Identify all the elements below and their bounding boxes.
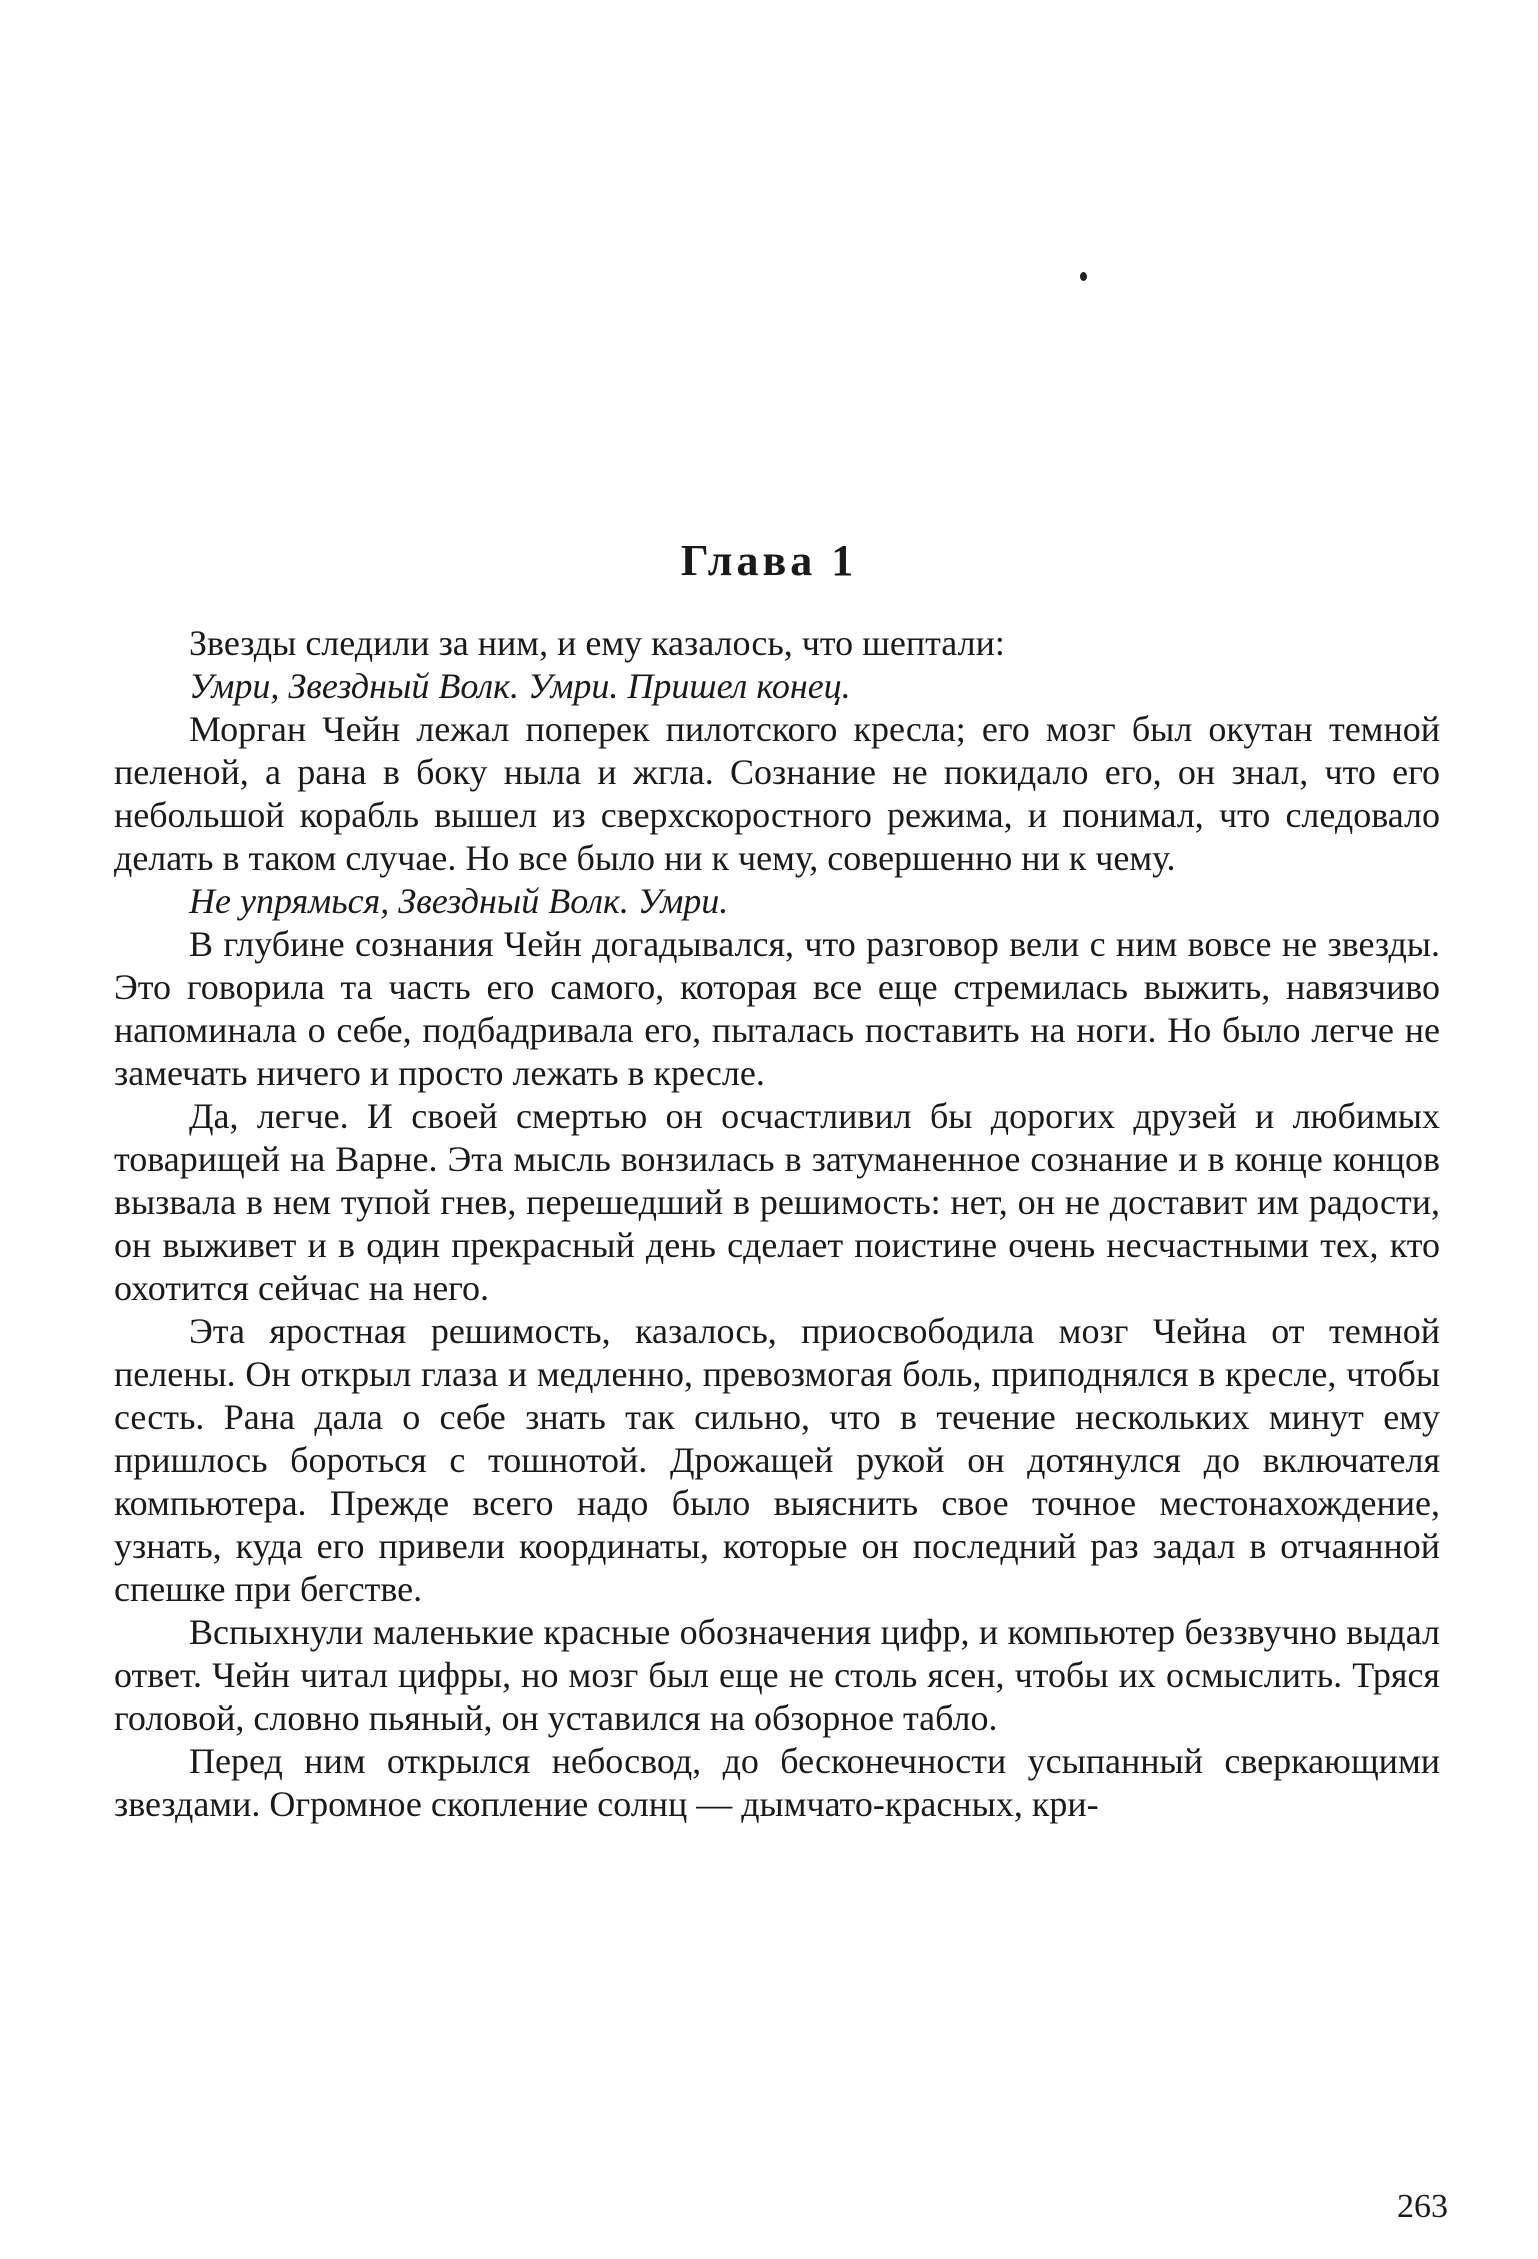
paragraph: Перед ним открылся небосвод, до бесконечности усыпанный сверкающими звездами. Огромное скопление солнц — дымчато-красных, кри- [114,1741,1440,1824]
paragraph: Да, легче. И своей смертью он осчастливил бы дорогих друзей и любимых товарищей на Варне. Эта мысль вонзилась в затуманенное сознание и в конце концов вызвала в нем тупой гнев, перешедший в решимость: нет, он не доставит им радости, он выживет и в один прекрасный день сделает поистине очень несчастными тех, кто охотится сейчас на него. [114,1096,1440,1308]
paragraph-italic: Не упрямься, Звездный Волк. Умри. [189,881,729,921]
paragraph: Эта яростная решимость, казалось, приосвободила мозг Чейна от темной пелены. Он открыл глаза и медленно, превозмогая боль, приподнялся в кресле, чтобы сесть. Рана дала о себе знать так сильно, что в течение нескольких минут ему пришлось бороться с тошнотой. Дрожащей рукой он дотянулся до включателя компьютера. Прежде всего надо было выяснить свое точное местонахождение, узнать, куда его привели координаты, которые он последний раз задал в отчаянной спешке при бегстве. [114,1311,1440,1609]
page-number: 263 [1397,2188,1448,2225]
paragraph-italic: Умри, Звездный Волк. Умри. Пришел конец. [189,666,851,706]
paragraph: Звезды следили за ним, и ему казалось, что шептали: [189,623,1005,663]
chapter-title: Глава 1 [680,536,858,585]
paragraph: Морган Чейн лежал поперек пилотского кресла; его мозг был окутан темной пеленой, а рана в боку ныла и жгла. Сознание не покидало его, он знал, что его небольшой корабль вышел из сверхскоростного режима, и понимал, что следовало делать в таком случае. Но все было ни к чему, совершенно ни к чему. [114,709,1440,878]
paragraph: Вспыхнули маленькие красные обозначения цифр, и компьютер беззвучно выдал ответ. Чейн читал цифры, но мозг был еще не столь ясен, чтобы их осмыслить. Тряся головой, словно пьяный, он уставился на обзорное табло. [114,1612,1440,1738]
print-speck [1080,272,1087,281]
chapter-body [114,622,1440,1826]
paragraph: В глубине сознания Чейн догадывался, что разговор вели с ним вовсе не звезды. Это говорила та часть его самого, которая все еще стремилась выжить, навязчиво напоминала о себе, подбадривала его, пыталась поставить на ноги. Но было легче не замечать ничего и просто лежать в кресле. [114,924,1440,1093]
